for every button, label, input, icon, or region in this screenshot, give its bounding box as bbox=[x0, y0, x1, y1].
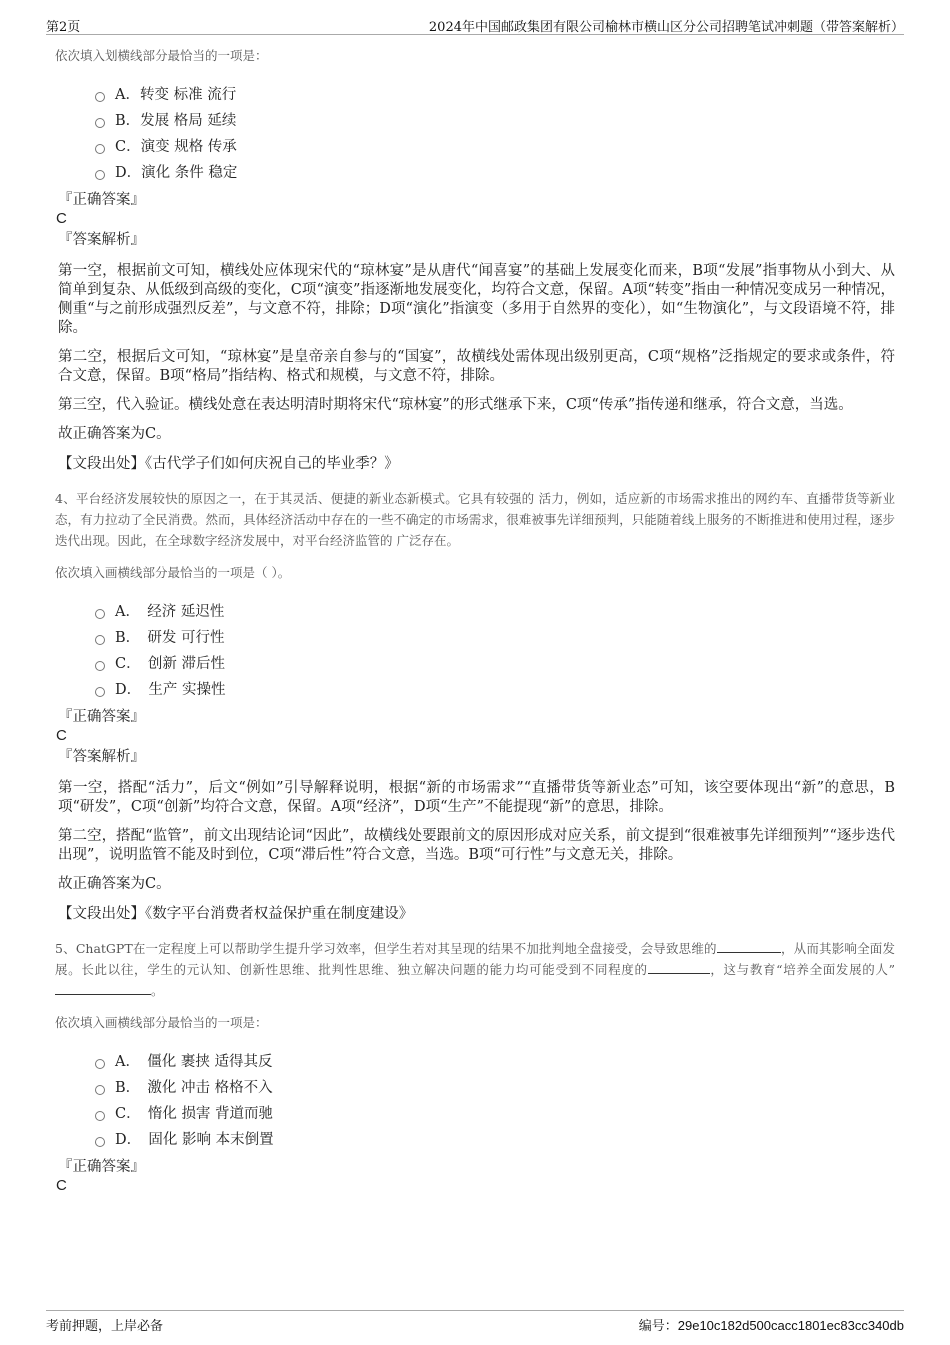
q3-analysis-para: 第一空，根据前文可知，横线处应体现宋代的“琼林宴”是从唐代“闻喜宴”的基础上发展变化而来，B项“发展”指事物从小到大、从简单到复杂、从低级到高级的变化，C项“演变”指逐渐地发展变化，均符合文意，保留。A项“转变”指由一种情况变成另一种情况，侧重“与之前形成强烈反差”，与文意不符，排除；D项“演化”指演变（多用于自然界的变化），如“生物演化”，与文段语境不符，排除。 bbox=[58, 263, 895, 336]
blank-line bbox=[55, 994, 151, 995]
q5-prompt: 依次填入画横线部分最恰当的一项是： bbox=[55, 1015, 268, 1030]
question-5 bbox=[55, 938, 895, 1195]
q4-options bbox=[95, 599, 895, 703]
q4-option-d[interactable]: D． 生产 实操性 bbox=[95, 677, 895, 703]
q3-option-a[interactable]: A．转变 标准 流行 bbox=[95, 82, 895, 108]
q5-question: 5、ChatGPT在一定程度上可以帮助学生提升学习效率，但学生若对其呈现的结果不加批判地全盘接受，会导致思维的 ，从而其影响全面发展。长此以往，学生的元认知、创新性思维、批判性思维、独立解决问题的能力均可能受到不同程度的 ，这与教育“培养全面发展的人”。 bbox=[55, 941, 895, 998]
q4-source: 【文段出处】《数字平台消费者权益保护重在制度建设》 bbox=[58, 906, 414, 922]
q3-answer: C bbox=[56, 210, 67, 227]
q5-option-b[interactable]: B． 激化 冲击 格格不入 bbox=[95, 1075, 895, 1101]
q4-analysis-para: 第一空，搭配“活力”，后文“例如”引导解释说明，根据“新的市场需求”“直播带货等新业态”可知，该空要体现出“新”的意思，B项“研发”，C项“创新”均符合文意，保留。A项“经济”，D项“生产”不能提现“新”的意思，排除。 bbox=[58, 780, 895, 815]
radio-icon[interactable] bbox=[95, 92, 105, 102]
q4-question: 4、平台经济发展较快的原因之一，在于其灵活、便捷的新业态新模式。它具有较强的 活力，例如，适应新的市场需求推出的网约车、直播带货等新业态，有力拉动了全民消费。然而，具体经济活动中存在的一些不确定的市场需求，很难被事先详细预判，只能随着线上服务的不断推进和使用过程，逐步迭代出现。因此，在全球数字经济发展中，对平台经济监管的 广泛存在。 bbox=[55, 491, 895, 548]
q3-analysis-label: 『答案解析』 bbox=[58, 232, 145, 248]
q4-option-b[interactable]: B． 研发 可行性 bbox=[95, 625, 895, 651]
q3-option-d[interactable]: D．演化 条件 稳定 bbox=[95, 160, 895, 186]
page-footer bbox=[46, 1310, 904, 1333]
q5-option-d[interactable]: D． 固化 影响 本末倒置 bbox=[95, 1127, 895, 1153]
page-header bbox=[46, 14, 904, 35]
document-title: 2024年中国邮政集团有限公司榆林市横山区分公司招聘笔试冲刺题（带答案解析） bbox=[428, 20, 904, 35]
footer-serial: 编号：29e10c182d500cacc1801ec83cc340db bbox=[638, 1318, 904, 1334]
q4-answer-label: 『正确答案』 bbox=[58, 709, 145, 725]
footer-slogan: 考前押题，上岸必备 bbox=[46, 1319, 164, 1334]
q3-options bbox=[95, 82, 895, 186]
blank-line bbox=[648, 973, 710, 974]
radio-icon[interactable] bbox=[95, 1059, 105, 1069]
q3-option-c[interactable]: C．演变 规格 传承 bbox=[95, 134, 895, 160]
page-content bbox=[55, 48, 895, 1197]
q4-analysis bbox=[55, 779, 895, 894]
q4-analysis-label: 『答案解析』 bbox=[58, 749, 145, 765]
q3-analysis-para: 第二空，根据后文可知，“琼林宴”是皇帝亲自参与的“国宴”，故横线处需体现出级别更高，C项“规格”泛指规定的要求或条件，符合文意，保留。B项“格局”指结构、格式和规模，与文意不符，排除。 bbox=[58, 349, 895, 384]
radio-icon[interactable] bbox=[95, 144, 105, 154]
q4-analysis-para: 故正确答案为C。 bbox=[58, 876, 171, 892]
radio-icon[interactable] bbox=[95, 1085, 105, 1095]
radio-icon[interactable] bbox=[95, 118, 105, 128]
radio-icon[interactable] bbox=[95, 687, 105, 697]
page-number: 第2页 bbox=[46, 20, 81, 35]
q3-answer-label: 『正确答案』 bbox=[58, 192, 145, 208]
q3-analysis bbox=[55, 262, 895, 444]
q5-answer-label: 『正确答案』 bbox=[58, 1159, 145, 1175]
question-3 bbox=[55, 48, 895, 474]
q3-analysis-para: 故正确答案为C。 bbox=[58, 426, 171, 442]
q3-option-b[interactable]: B．发展 格局 延续 bbox=[95, 108, 895, 134]
blank-line bbox=[717, 952, 781, 953]
q3-prompt: 依次填入划横线部分最恰当的一项是： bbox=[55, 48, 268, 63]
q3-source: 【文段出处】《古代学子们如何庆祝自己的毕业季？》 bbox=[58, 456, 399, 472]
q5-option-c[interactable]: C． 惰化 损害 背道而驰 bbox=[95, 1101, 895, 1127]
q4-option-a[interactable]: A． 经济 延迟性 bbox=[95, 599, 895, 625]
radio-icon[interactable] bbox=[95, 635, 105, 645]
q4-answer: C bbox=[56, 727, 67, 744]
q5-options bbox=[95, 1049, 895, 1153]
question-4 bbox=[55, 488, 895, 924]
q4-prompt: 依次填入画横线部分最恰当的一项是（ ）。 bbox=[55, 565, 291, 580]
radio-icon[interactable] bbox=[95, 609, 105, 619]
q4-analysis-para: 第二空，搭配“监管”，前文出现结论词“因此”，故横线处要跟前文的原因形成对应关系，前文提到“很难被事先详细预判”“逐步迭代出现”，说明监管不能及时到位，C项“滞后性”符合文意，当选。B项“可行性”与文意无关，排除。 bbox=[58, 828, 895, 863]
q5-option-a[interactable]: A． 僵化 裹挟 适得其反 bbox=[95, 1049, 895, 1075]
radio-icon[interactable] bbox=[95, 1137, 105, 1147]
radio-icon[interactable] bbox=[95, 170, 105, 180]
q5-answer: C bbox=[56, 1177, 67, 1194]
radio-icon[interactable] bbox=[95, 1111, 105, 1121]
q4-option-c[interactable]: C． 创新 滞后性 bbox=[95, 651, 895, 677]
q3-analysis-para: 第三空，代入验证。横线处意在表达明清时期将宋代“琼林宴”的形式继承下来，C项“传承”指传递和继承，符合文意，当选。 bbox=[58, 397, 853, 413]
radio-icon[interactable] bbox=[95, 661, 105, 671]
